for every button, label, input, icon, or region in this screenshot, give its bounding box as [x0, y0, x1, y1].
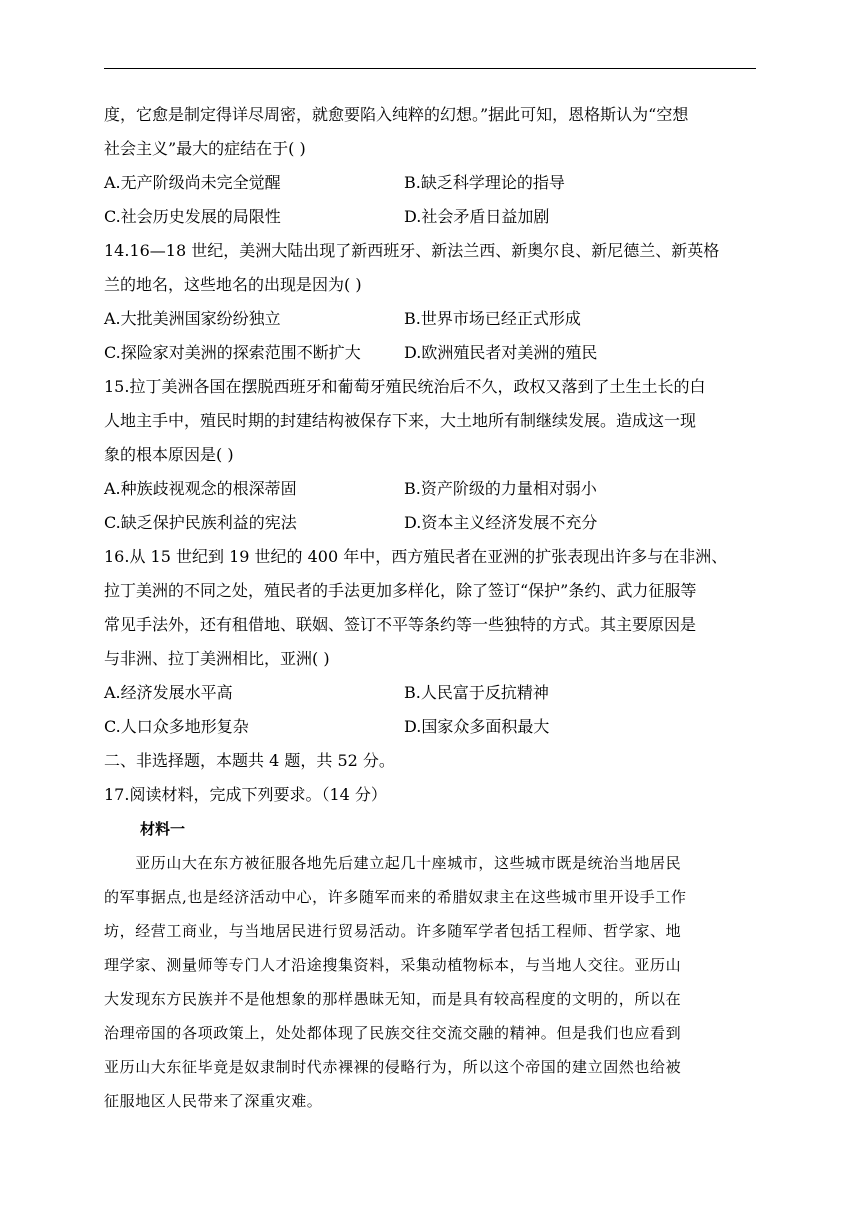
section-heading: 二、非选择题，本题共 4 题，共 52 分。	[104, 751, 395, 770]
header-rule	[104, 68, 756, 69]
q13-option-c: C.社会历史发展的局限性	[104, 207, 281, 226]
material-line7: 亚历山大东征毕竟是奴隶制时代赤裸裸的侵略行为，所以这个帝国的建立固然也给被	[104, 1058, 682, 1076]
material-title: 材料一	[140, 820, 186, 838]
q14-option-a: A.大批美洲国家纷纷独立	[104, 309, 281, 328]
q15-option-c: C.缺乏保护民族利益的宪法	[104, 513, 297, 532]
q16-option-d: D.国家众多面积最大	[404, 717, 550, 736]
material-line3: 坊，经营工商业，与当地居民进行贸易活动。许多随军学者包括工程师、哲学家、地	[104, 922, 682, 940]
q16-stem-line1: 16.从 15 世纪到 19 世纪的 400 年中，西方殖民者在亚洲的扩张表现出许多与在非洲、	[104, 547, 728, 566]
q15-option-a: A.种族歧视观念的根深蒂固	[104, 479, 297, 498]
q16-stem-line3: 常见手法外，还有租借地、联姻、签订不平等条约等一些独特的方式。其主要原因是	[104, 615, 697, 634]
q16-option-a: A.经济发展水平高	[104, 683, 233, 702]
material-line4: 理学家、测量师等专门人才沿途搜集资料，采集动植物标本，与当地人交往。亚历山	[104, 956, 682, 974]
material-line5: 大发现东方民族并不是他想象的那样愚昧无知，而是具有较高程度的文明的，所以在	[104, 990, 682, 1008]
material-line6: 治理帝国的各项政策上，处处都体现了民族交往交流交融的精神。但是我们也应看到	[104, 1024, 682, 1042]
q17-stem: 17.阅读材料，完成下列要求。（14 分）	[104, 785, 387, 804]
q15-stem-line1: 15.拉丁美洲各国在摆脱西班牙和葡萄牙殖民统治后不久，政权又落到了土生土长的白	[104, 377, 706, 396]
q14-stem-line2: 兰的地名，这些地名的出现是因为( )	[104, 275, 362, 294]
q13-option-b: B.缺乏科学理论的指导	[404, 173, 565, 192]
q14-option-c: C.探险家对美洲的探索范围不断扩大	[104, 343, 361, 362]
q16-option-b: B.人民富于反抗精神	[404, 683, 549, 702]
q15-option-d: D.资本主义经济发展不充分	[404, 513, 598, 532]
q14-option-d: D.欧洲殖民者对美洲的殖民	[404, 343, 598, 362]
q13-option-d: D.社会矛盾日益加剧	[404, 207, 550, 226]
q15-stem-line3: 象的根本原因是( )	[104, 445, 234, 464]
q15-option-b: B.资产阶级的力量相对弱小	[404, 479, 597, 498]
q14-stem-line1: 14.16—18 世纪，美洲大陆出现了新西班牙、新法兰西、新奥尔良、新尼德兰、新英格	[104, 241, 720, 260]
q16-stem-line4: 与非洲、拉丁美洲相比，亚洲( )	[104, 649, 330, 668]
material-line8: 征服地区人民带来了深重灾难。	[104, 1092, 323, 1110]
q16-stem-line2: 拉丁美洲的不同之处，殖民者的手法更加多样化，除了签订“保护”条约、武力征服等	[104, 581, 697, 600]
material-line1: 亚历山大在东方被征服各地先后建立起几十座城市，这些城市既是统治当地居民	[104, 854, 682, 872]
material-line2: 的军事据点,也是经济活动中心，许多随军而来的希腊奴隶主在这些城市里开设手工作	[104, 888, 687, 906]
q14-option-b: B.世界市场已经正式形成	[404, 309, 581, 328]
q13-option-a: A.无产阶级尚未完全觉醒	[104, 173, 281, 192]
q13-stem-line2: 社会主义”最大的症结在于( )	[104, 139, 306, 158]
q13-options-row1	[104, 172, 281, 194]
q16-option-c: C.人口众多地形复杂	[104, 717, 249, 736]
q15-stem-line2: 人地主手中，殖民时期的封建结构被保存下来，大土地所有制继续发展。造成这一现	[104, 411, 697, 430]
q13-stem-line1: 度，它愈是制定得详尽周密，就愈要陷入纯粹的幻想。”据此可知，恩格斯认为“空想	[104, 105, 689, 124]
